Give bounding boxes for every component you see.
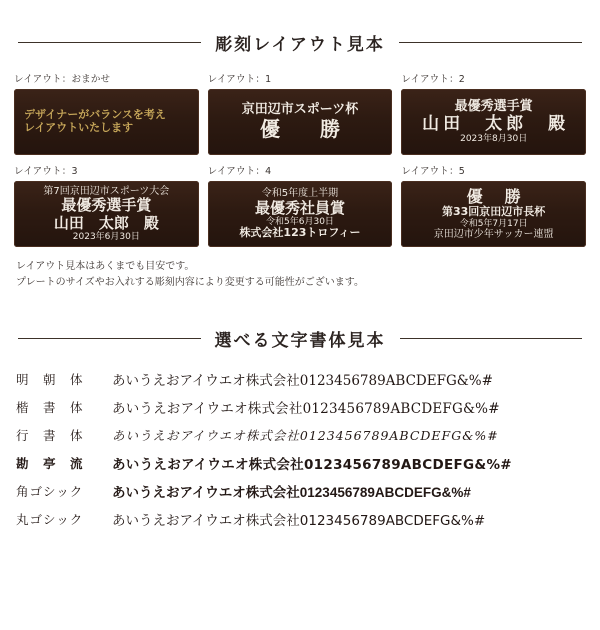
plate-preview	[401, 89, 586, 155]
layout-notes	[16, 259, 584, 290]
font-sample-list	[16, 365, 584, 533]
layout-sample-caption: レイアウト：5	[401, 166, 466, 177]
font-sample-text: あいうえおアイウエオ株式会社0123456789ABCDEFG&%#	[112, 513, 486, 529]
engraving-layout-page	[0, 30, 600, 630]
layout-sample-cell	[401, 163, 586, 247]
plate-line: 令和5年7月17日	[459, 218, 528, 229]
font-sample-row	[16, 393, 584, 421]
layout-sample-caption: レイアウト：2	[401, 74, 466, 85]
font-sample-text: あいうえおアイウエオ株式会社0123456789ABCDEFG&%#	[112, 457, 512, 473]
layout-sample-grid	[14, 71, 586, 247]
plate-line: 第7回京田辺市スポーツ大会	[43, 185, 170, 197]
plate-line: 株式会社123トロフィー	[239, 226, 361, 240]
font-sample-row	[16, 505, 584, 533]
layout-sample-caption: レイアウト：3	[14, 166, 78, 177]
plate-preview	[14, 89, 199, 155]
plate-line: 最優秀選手賞	[61, 196, 152, 215]
heading-rule-right	[400, 338, 583, 339]
note-line: レイアウト見本はあくまでも目安です。	[16, 261, 195, 272]
layout-sample-cell	[14, 163, 199, 247]
font-name-label: 楷 書 体	[16, 400, 84, 415]
font-sample-row	[16, 449, 584, 477]
plate-line: 最優秀選手賞	[454, 98, 533, 114]
note-line: プレートのサイズやお入れする彫刻内容により変更する可能性がございます。	[16, 276, 364, 288]
font-sample-text: あいうえおアイウエオ株式会社0123456789ABCDEFG&%#	[112, 401, 500, 417]
plate-line: デザイナーがバランスを考え	[24, 108, 166, 122]
layout-section-title: 彫刻レイアウト見本	[215, 35, 385, 55]
layout-sample-caption: レイアウト：4	[207, 166, 272, 177]
font-name-label: 明 朝 体	[16, 372, 84, 387]
plate-line: レイアウトいたします	[24, 121, 134, 134]
plate-preview	[401, 181, 586, 247]
plate-line: 優 勝	[466, 186, 524, 206]
plate-line: 2023年8月30日	[460, 134, 528, 145]
layout-sample-cell	[401, 71, 586, 155]
plate-line: 京田辺市スポーツ杯	[241, 102, 359, 118]
font-section-heading	[18, 326, 582, 351]
font-name-label: 行 書 体	[16, 428, 84, 443]
font-sample-text: あいうえおアイウエオ株式会社0123456789ABCDEFG&%#	[112, 485, 471, 500]
heading-rule-left	[18, 338, 201, 339]
font-sample-text: あいうえおアイウエオ株式会社0123456789ABCDEFG&%#	[112, 428, 499, 443]
font-sample-row	[16, 421, 584, 449]
plate-line: 最優秀社員賞	[254, 198, 345, 217]
plate-line: 令和5年6月30日	[266, 216, 334, 227]
plate-line: 令和5年度上半期	[261, 188, 339, 200]
font-sample-row	[16, 477, 584, 505]
plate-preview	[14, 181, 199, 247]
plate-line: 山田 太郎 殿	[53, 213, 159, 232]
plate-line: 優 勝	[259, 116, 350, 141]
plate-line: 山田 太郎 殿	[422, 113, 570, 134]
plate-preview	[208, 181, 393, 247]
font-name-label: 勘 亭 流	[16, 456, 84, 471]
font-section-title: 選べる文字書体見本	[214, 331, 386, 351]
heading-rule-right	[399, 42, 582, 43]
plate-preview	[208, 89, 393, 155]
font-sample-row	[16, 365, 584, 393]
layout-sample-cell	[208, 163, 393, 247]
layout-sample-cell	[208, 71, 393, 155]
plate-line: 京田辺市少年サッカー連盟	[433, 228, 554, 240]
plate-line: 第33回京田辺市長杯	[442, 204, 546, 218]
layout-section-heading	[18, 30, 582, 55]
heading-rule-left	[18, 42, 201, 43]
layout-sample-cell	[14, 71, 199, 155]
plate-line: 2023年6月30日	[72, 231, 140, 242]
layout-sample-caption: レイアウト：1	[207, 74, 272, 85]
font-name-label: 丸ゴシック	[16, 512, 84, 527]
font-name-label: 角ゴシック	[16, 484, 84, 499]
font-sample-text: あいうえおアイウエオ株式会社0123456789ABCDEFG&%#	[112, 373, 493, 389]
layout-sample-caption: レイアウト：おまかせ	[14, 74, 111, 85]
